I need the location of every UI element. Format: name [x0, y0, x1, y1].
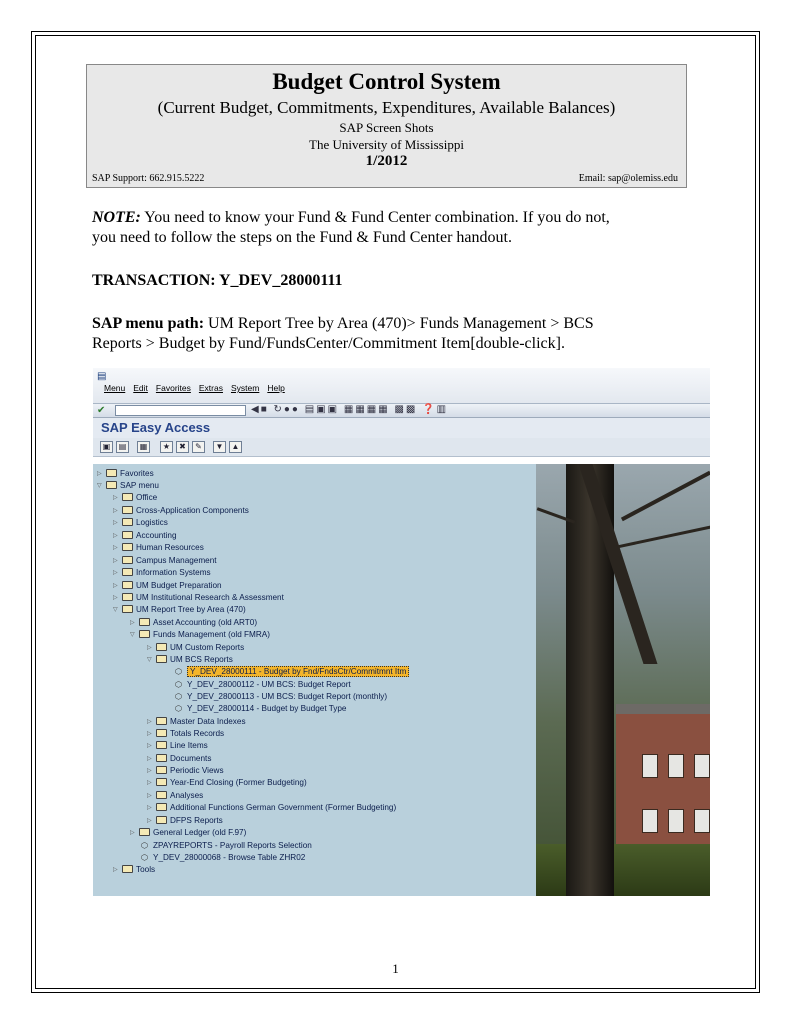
collapsed-arrow-icon[interactable]: ▷: [113, 545, 118, 551]
tree-node-um-budget-preparation[interactable]: ▷ UM Budget Preparation: [113, 581, 222, 590]
tree-node-analyses[interactable]: ▷ Analyses: [147, 791, 204, 800]
open-folder-icon: [106, 481, 117, 489]
standard-toolbar: [93, 404, 710, 418]
collapsed-arrow-icon[interactable]: ▷: [130, 830, 135, 836]
header-line-screens: SAP Screen Shots: [339, 120, 434, 135]
tree-node-asset-accounting[interactable]: ▷ Asset Accounting (old ART0): [130, 618, 258, 627]
tree-node-logistics[interactable]: ▷ Logistics: [113, 518, 168, 527]
page-number: 1: [392, 961, 399, 976]
menu-item-edit[interactable]: Edit: [133, 383, 148, 393]
folder-icon: [122, 543, 133, 551]
collapsed-arrow-icon[interactable]: ▷: [147, 756, 152, 762]
folder-icon: [122, 581, 133, 589]
transaction-cube-icon: ⬡: [141, 841, 148, 850]
open-folder-icon: [122, 605, 133, 613]
tree-node-transaction-28000113[interactable]: ⬡ Y_DEV_28000113 - UM BCS: Budget Report (monthly): [175, 692, 388, 701]
note-label: NOTE:: [92, 209, 141, 226]
tree-node-transaction-28000068[interactable]: ⬡ Y_DEV_28000068 - Browse Table ZHR02: [141, 853, 306, 862]
tree-node-general-ledger[interactable]: ▷ General Ledger (old F.97): [130, 828, 247, 837]
folder-icon: [122, 556, 133, 564]
open-folder-icon: [156, 655, 167, 663]
collapsed-arrow-icon[interactable]: ▷: [147, 818, 152, 824]
tree-node-transaction-28000114[interactable]: ⬡ Y_DEV_28000114 - Budget by Budget Type: [175, 704, 347, 713]
tree-node-transaction-28000111[interactable]: [175, 666, 409, 678]
header-date: 1/2012: [365, 153, 408, 169]
collapsed-arrow-icon[interactable]: ▷: [130, 620, 135, 626]
tree-node-transaction-28000112[interactable]: ⬡ Y_DEV_28000112 - UM BCS: Budget Report: [175, 680, 351, 689]
tree-node-office[interactable]: ▷ Office: [113, 493, 158, 502]
document-title: Budget Control System: [272, 69, 501, 94]
window-icon[interactable]: ▤: [97, 371, 107, 382]
sap-window: [93, 368, 710, 896]
expanded-arrow-icon[interactable]: ▽: [130, 632, 135, 638]
collapsed-arrow-icon[interactable]: ▷: [147, 768, 152, 774]
tree-node-um-custom-reports[interactable]: ▷ UM Custom Reports: [147, 643, 245, 652]
tree-node-accounting[interactable]: ▷ Accounting: [113, 531, 177, 540]
collapsed-arrow-icon[interactable]: ▷: [147, 780, 152, 786]
delete-favorite-button[interactable]: ✖: [176, 441, 189, 453]
menu-item-menu[interactable]: Menu: [104, 383, 126, 393]
expanded-arrow-icon[interactable]: ▽: [147, 657, 152, 663]
move-down-button[interactable]: ▼: [213, 441, 226, 453]
transaction-line: TRANSACTION: Y_DEV_28000111: [92, 272, 343, 289]
header-email: Email: sap@olemiss.edu: [578, 173, 678, 184]
collapsed-arrow-icon[interactable]: ▷: [113, 520, 118, 526]
sap-menu-button[interactable]: ▤: [116, 441, 129, 453]
folder-icon: [106, 469, 117, 477]
selected-transaction-label[interactable]: Y_DEV_28000111 - Budget by Fnd/FndsCtr/Commitmnt Itm: [187, 666, 409, 677]
folder-icon: [122, 531, 133, 539]
change-favorite-button[interactable]: ✎: [192, 441, 205, 453]
header-line-university: The University of Mississippi: [309, 137, 464, 152]
folder-icon: [122, 568, 133, 576]
tree-node-cross-application[interactable]: ▷ Cross-Application Components: [113, 506, 249, 515]
folder-icon: [122, 593, 133, 601]
collapsed-arrow-icon[interactable]: ▷: [113, 583, 118, 589]
tree-node-um-report-tree[interactable]: ▽ UM Report Tree by Area (470): [113, 605, 246, 614]
folder-icon: [156, 643, 167, 651]
enter-check-icon[interactable]: ✔: [97, 405, 106, 416]
menu-item-favorites[interactable]: Favorites: [155, 383, 191, 393]
tree-node-tools[interactable]: ▷ Tools: [113, 865, 156, 874]
user-menu-button[interactable]: ▣: [100, 441, 113, 453]
collapsed-arrow-icon[interactable]: ▷: [147, 645, 152, 651]
collapsed-arrow-icon[interactable]: ▷: [113, 533, 118, 539]
tree-node-periodic-views[interactable]: ▷ Periodic Views: [147, 766, 224, 775]
folder-icon: [139, 828, 150, 836]
toolbar-icons[interactable]: ◀■ ↻●● ▤▣▣ ▦▦▦▦ ▩▩ ❓▥: [251, 404, 449, 415]
header-support-phone: SAP Support: 662.915.5222: [92, 173, 205, 184]
transaction-cube-icon: ⬡: [175, 704, 182, 713]
menu-path-text-line2: Reports > Budget by Fund/FundsCenter/Commitment Item[double-click].: [92, 335, 565, 352]
tree-node-funds-management[interactable]: ▽ Funds Management (old FMRA): [130, 630, 270, 639]
tree-node-sap-menu[interactable]: ▽ SAP menu: [97, 481, 159, 490]
collapsed-arrow-icon[interactable]: ▷: [113, 570, 118, 576]
folder-icon: [156, 729, 167, 737]
business-workplace-button[interactable]: ▦: [137, 441, 150, 453]
expanded-arrow-icon[interactable]: ▽: [97, 483, 102, 489]
screen-title: SAP Easy Access: [101, 420, 211, 435]
menu-path-paragraph: [92, 314, 702, 354]
application-toolbar: [93, 438, 710, 457]
collapsed-arrow-icon[interactable]: ▷: [113, 495, 118, 501]
folder-icon: [156, 741, 167, 749]
collapsed-arrow-icon[interactable]: ▷: [113, 508, 118, 514]
tree-node-dfps-reports[interactable]: ▷ DFPS Reports: [147, 816, 223, 825]
menu-item-extras[interactable]: Extras: [198, 383, 223, 393]
campus-photo: [536, 464, 710, 896]
collapsed-arrow-icon[interactable]: ▷: [147, 719, 152, 725]
menu-item-help[interactable]: Help: [267, 383, 285, 393]
tree-node-totals-records[interactable]: ▷ Totals Records: [147, 729, 225, 738]
move-up-button[interactable]: ▲: [229, 441, 242, 453]
folder-icon: [122, 865, 133, 873]
collapsed-arrow-icon[interactable]: ▷: [113, 558, 118, 564]
note-text-line1: You need to know your Fund & Fund Center combination. If you do not,: [144, 209, 610, 226]
document-subtitle: (Current Budget, Commitments, Expenditures, Available Balances): [157, 98, 616, 117]
folder-icon: [139, 618, 150, 626]
tree-node-line-items[interactable]: ▷ Line Items: [147, 741, 208, 750]
transaction-cube-icon: ⬡: [175, 692, 182, 701]
tree-node-documents[interactable]: ▷ Documents: [147, 754, 212, 763]
tree-node-um-bcs-reports[interactable]: ▽ UM BCS Reports: [147, 655, 233, 664]
transaction-cube-icon: ⬡: [175, 667, 182, 676]
folder-icon: [122, 506, 133, 514]
tree-node-year-end-closing[interactable]: ▷ Year-End Closing (Former Budgeting): [147, 778, 307, 787]
tree-node-favorites[interactable]: ▷ Favorites: [97, 469, 154, 478]
folder-icon: [156, 803, 167, 811]
screen-title-bar: [93, 418, 710, 438]
folder-icon: [122, 493, 133, 501]
sap-menu-area: [93, 368, 710, 404]
menu-bar: [104, 383, 285, 393]
collapsed-arrow-icon[interactable]: ▷: [113, 595, 118, 601]
collapsed-arrow-icon[interactable]: ▷: [97, 471, 102, 477]
folder-icon: [156, 816, 167, 824]
note-paragraph: [92, 208, 702, 248]
collapsed-arrow-icon[interactable]: ▷: [113, 867, 118, 873]
tree-node-additional-functions[interactable]: ▷ Additional Functions German Government (Former Budgeting): [147, 803, 397, 812]
folder-icon: [156, 766, 167, 774]
tree-node-um-institutional-research[interactable]: ▷ UM Institutional Research & Assessment: [113, 593, 284, 602]
add-favorite-button[interactable]: ★: [160, 441, 173, 453]
collapsed-arrow-icon[interactable]: ▷: [147, 743, 152, 749]
expanded-arrow-icon[interactable]: ▽: [113, 607, 118, 613]
transaction-cube-icon: ⬡: [141, 853, 148, 862]
tree-node-campus-management[interactable]: ▷ Campus Management: [113, 556, 217, 565]
transaction-cube-icon: ⬡: [175, 680, 182, 689]
folder-icon: [156, 754, 167, 762]
folder-icon: [156, 778, 167, 786]
document-header: [86, 64, 687, 188]
menu-item-system[interactable]: System: [230, 383, 260, 393]
collapsed-arrow-icon[interactable]: ▷: [147, 805, 152, 811]
open-folder-icon: [139, 630, 150, 638]
tree-node-zpayreports[interactable]: ⬡ ZPAYREPORTS - Payroll Reports Selection: [141, 841, 312, 850]
note-text-line2: you need to follow the steps on the Fund & Fund Center handout.: [92, 229, 512, 246]
tree-node-human-resources[interactable]: ▷ Human Resources: [113, 543, 204, 552]
folder-icon: [156, 791, 167, 799]
tree-node-information-systems[interactable]: ▷ Information Systems: [113, 568, 211, 577]
tree-node-master-data-indexes[interactable]: ▷ Master Data Indexes: [147, 717, 246, 726]
command-field[interactable]: [115, 405, 246, 416]
folder-icon: [156, 717, 167, 725]
collapsed-arrow-icon[interactable]: ▷: [147, 793, 152, 799]
menu-path-text-line1: UM Report Tree by Area (470)> Funds Management > BCS: [208, 315, 594, 332]
folder-icon: [122, 518, 133, 526]
menu-path-label: SAP menu path:: [92, 315, 205, 332]
collapsed-arrow-icon[interactable]: ▷: [147, 731, 152, 737]
